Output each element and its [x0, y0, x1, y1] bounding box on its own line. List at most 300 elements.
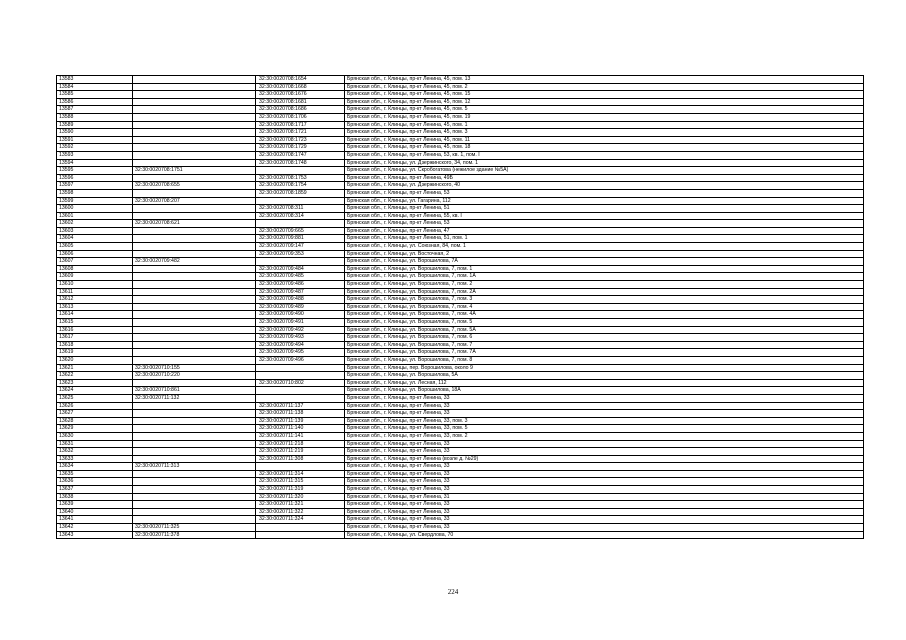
address-cell: Брянская обл., г. Клинцы, пр-кт Ленина, 33	[345, 486, 864, 494]
table-row	[57, 197, 864, 205]
row-number-cell: 13641	[57, 516, 133, 524]
row-number-cell: 13620	[57, 356, 133, 364]
building-cadastral-number-cell: 32:30:0020709:881	[256, 235, 345, 243]
address-cell: Брянская обл., г. Клинцы, пр-кт Ленина, 53	[345, 220, 864, 228]
building-cadastral-number-cell	[256, 258, 345, 266]
table-row	[57, 341, 864, 349]
address-cell: Брянская обл., г. Клинцы, ул. Лесная, 112	[345, 379, 864, 387]
table-row	[57, 258, 864, 266]
address-cell: Брянская обл., г. Клинцы, пр-кт Ленина, 33	[345, 402, 864, 410]
row-number-cell: 13623	[57, 379, 133, 387]
building-cadastral-number-cell: 32:30:0020708:311	[256, 205, 345, 213]
registry-table-body	[57, 76, 864, 539]
land-cadastral-number-cell	[133, 189, 256, 197]
building-cadastral-number-cell: 32:30:0020711:315	[256, 478, 345, 486]
row-number-cell: 13592	[57, 144, 133, 152]
address-cell: Брянская обл., г. Клинцы, ул. Ворошилова, 18А	[345, 387, 864, 395]
land-cadastral-number-cell: 32:30:0020711:132	[133, 394, 256, 402]
building-cadastral-number-cell: 32:30:0020709:485	[256, 273, 345, 281]
table-row	[57, 273, 864, 281]
address-cell: Брянская обл., г. Клинцы, пр-кт Ленина, 47	[345, 227, 864, 235]
land-cadastral-number-cell	[133, 516, 256, 524]
land-cadastral-number-cell	[133, 212, 256, 220]
land-cadastral-number-cell	[133, 205, 256, 213]
address-cell: Брянская обл., г. Клинцы, пр-кт Ленина, 45, пом. 5	[345, 106, 864, 114]
row-number-cell: 13630	[57, 432, 133, 440]
row-number-cell: 13614	[57, 311, 133, 319]
building-cadastral-number-cell: 32:30:0020709:493	[256, 334, 345, 342]
table-row	[57, 387, 864, 395]
land-cadastral-number-cell	[133, 129, 256, 137]
table-row	[57, 508, 864, 516]
address-cell: Брянская обл., г. Клинцы, пр-кт Ленина, 45, пом. 3	[345, 129, 864, 137]
building-cadastral-number-cell: 32:30:0020708:1753	[256, 174, 345, 182]
address-cell: Брянская обл., г. Клинцы, пр-кт Ленина, 33	[345, 524, 864, 532]
row-number-cell: 13589	[57, 121, 133, 129]
address-cell: Брянская обл., г. Клинцы, ул. Ворошилова, 7, пом. 1А	[345, 273, 864, 281]
row-number-cell: 13627	[57, 410, 133, 418]
land-cadastral-number-cell	[133, 106, 256, 114]
table-row	[57, 425, 864, 433]
row-number-cell: 13591	[57, 136, 133, 144]
table-row	[57, 98, 864, 106]
building-cadastral-number-cell: 32:30:0020709:489	[256, 303, 345, 311]
row-number-cell: 13628	[57, 417, 133, 425]
address-cell: Брянская обл., г. Клинцы, пр-кт Ленина, 45, пом. 11	[345, 136, 864, 144]
address-cell: Брянская обл., г. Клинцы, пр-кт Ленина, 45, пом. 1	[345, 121, 864, 129]
address-cell: Брянская обл., г. Клинцы, ул. Восточная, 2	[345, 250, 864, 258]
building-cadastral-number-cell: 32:30:0020711:139	[256, 417, 345, 425]
table-row	[57, 121, 864, 129]
table-row	[57, 235, 864, 243]
building-cadastral-number-cell: 32:30:0020708:1721	[256, 129, 345, 137]
row-number-cell: 13598	[57, 189, 133, 197]
land-cadastral-number-cell	[133, 136, 256, 144]
land-cadastral-number-cell	[133, 235, 256, 243]
building-cadastral-number-cell: 32:30:0020711:138	[256, 410, 345, 418]
address-cell: Брянская обл., г. Клинцы, пр-кт Ленина, 33, пом. 3	[345, 417, 864, 425]
building-cadastral-number-cell: 32:30:0020708:1668	[256, 83, 345, 91]
land-cadastral-number-cell	[133, 273, 256, 281]
row-number-cell: 13635	[57, 470, 133, 478]
land-cadastral-number-cell	[133, 410, 256, 418]
row-number-cell: 13638	[57, 493, 133, 501]
table-row	[57, 129, 864, 137]
building-cadastral-number-cell: 32:30:0020711:141	[256, 432, 345, 440]
address-cell: Брянская обл., г. Клинцы, пр-кт Ленина, 33	[345, 410, 864, 418]
land-cadastral-number-cell	[133, 311, 256, 319]
row-number-cell: 13619	[57, 349, 133, 357]
building-cadastral-number-cell: 32:30:0020709:490	[256, 311, 345, 319]
land-cadastral-number-cell: 32:30:0020711:313	[133, 463, 256, 471]
row-number-cell: 13634	[57, 463, 133, 471]
address-cell: Брянская обл., г. Клинцы, пр-кт Ленина, 51, пом. 1	[345, 235, 864, 243]
land-cadastral-number-cell: 32:30:0020708:1751	[133, 167, 256, 175]
table-row	[57, 516, 864, 524]
address-cell: Брянская обл., г. Клинцы, пр-кт Ленина, 53	[345, 189, 864, 197]
table-row	[57, 113, 864, 121]
land-cadastral-number-cell	[133, 174, 256, 182]
land-cadastral-number-cell	[133, 508, 256, 516]
land-cadastral-number-cell	[133, 296, 256, 304]
building-cadastral-number-cell: 32:30:0020709:495	[256, 349, 345, 357]
row-number-cell: 13595	[57, 167, 133, 175]
address-cell: Брянская обл., г. Клинцы, ул. Ворошилова, 7, пом. 3	[345, 296, 864, 304]
page-number: 224	[447, 588, 459, 596]
table-row	[57, 296, 864, 304]
table-row	[57, 478, 864, 486]
address-cell: Брянская обл., г. Клинцы, ул. Дзержинского, 34, пом. 1	[345, 159, 864, 167]
address-cell: Брянская обл., г. Клинцы, ул. Ворошилова, 7, пом. 6	[345, 334, 864, 342]
table-row	[57, 501, 864, 509]
address-cell: Брянская обл., г. Клинцы, ул. Ворошилова, 7, пом. 4	[345, 303, 864, 311]
row-number-cell: 13616	[57, 326, 133, 334]
address-cell: Брянская обл., г. Клинцы, ул. Ворошилова, 7, пом. 8	[345, 356, 864, 364]
address-cell: Брянская обл., г. Клинцы, пр-кт Ленина, 51	[345, 205, 864, 213]
land-cadastral-number-cell	[133, 265, 256, 273]
land-cadastral-number-cell: 32:30:0020708:207	[133, 197, 256, 205]
building-cadastral-number-cell	[256, 524, 345, 532]
address-cell: Брянская обл., г. Клинцы, пр-кт Ленина, 45, пом. 19	[345, 113, 864, 121]
table-row	[57, 220, 864, 228]
land-cadastral-number-cell	[133, 470, 256, 478]
row-number-cell: 13600	[57, 205, 133, 213]
address-cell: Брянская обл., г. Клинцы, пр-кт Ленина, 49Б	[345, 174, 864, 182]
address-cell: Брянская обл., г. Клинцы, пр-кт Ленина, 33	[345, 516, 864, 524]
address-cell: Брянская обл., г. Клинцы, пр-кт Ленина, 33, пом. 5	[345, 425, 864, 433]
building-cadastral-number-cell: 32:30:0020709:484	[256, 265, 345, 273]
row-number-cell: 13602	[57, 220, 133, 228]
row-number-cell: 13596	[57, 174, 133, 182]
land-cadastral-number-cell	[133, 76, 256, 84]
table-row	[57, 227, 864, 235]
row-number-cell: 13608	[57, 265, 133, 273]
land-cadastral-number-cell	[133, 281, 256, 289]
building-cadastral-number-cell: 32:30:0020709:496	[256, 356, 345, 364]
building-cadastral-number-cell	[256, 372, 345, 380]
address-cell: Брянская обл., г. Клинцы, ул. Ворошилова, 7, пом. 7А	[345, 349, 864, 357]
land-cadastral-number-cell	[133, 98, 256, 106]
building-cadastral-number-cell	[256, 364, 345, 372]
land-cadastral-number-cell	[133, 486, 256, 494]
row-number-cell: 13606	[57, 250, 133, 258]
row-number-cell: 13629	[57, 425, 133, 433]
table-row	[57, 448, 864, 456]
building-cadastral-number-cell	[256, 167, 345, 175]
row-number-cell: 13586	[57, 98, 133, 106]
land-cadastral-number-cell	[133, 417, 256, 425]
row-number-cell: 13618	[57, 341, 133, 349]
land-cadastral-number-cell	[133, 243, 256, 251]
building-cadastral-number-cell	[256, 197, 345, 205]
table-row	[57, 394, 864, 402]
table-row	[57, 364, 864, 372]
building-cadastral-number-cell: 32:30:0020708:1729	[256, 144, 345, 152]
building-cadastral-number-cell: 32:30:0020711:219	[256, 448, 345, 456]
row-number-cell: 13609	[57, 273, 133, 281]
table-row	[57, 250, 864, 258]
table-row	[57, 463, 864, 471]
land-cadastral-number-cell	[133, 425, 256, 433]
row-number-cell: 13601	[57, 212, 133, 220]
row-number-cell: 13625	[57, 394, 133, 402]
building-cadastral-number-cell: 32:30:0020709:487	[256, 288, 345, 296]
land-cadastral-number-cell: 32:30:0020708:655	[133, 182, 256, 190]
row-number-cell: 13603	[57, 227, 133, 235]
table-row	[57, 410, 864, 418]
row-number-cell: 13584	[57, 83, 133, 91]
address-cell: Брянская обл., г. Клинцы, пр-кт Ленина, 31	[345, 493, 864, 501]
building-cadastral-number-cell	[256, 220, 345, 228]
table-row	[57, 432, 864, 440]
land-cadastral-number-cell: 32:30:0020710:861	[133, 387, 256, 395]
table-row	[57, 524, 864, 532]
building-cadastral-number-cell: 32:30:0020711:218	[256, 440, 345, 448]
address-cell: Брянская обл., г. Клинцы, ул. Ворошилова, 7, пом. 1	[345, 265, 864, 273]
table-row	[57, 106, 864, 114]
row-number-cell: 13590	[57, 129, 133, 137]
row-number-cell: 13587	[57, 106, 133, 114]
row-number-cell: 13597	[57, 182, 133, 190]
building-cadastral-number-cell: 32:30:0020708:1754	[256, 182, 345, 190]
row-number-cell: 13599	[57, 197, 133, 205]
building-cadastral-number-cell	[256, 463, 345, 471]
row-number-cell: 13643	[57, 531, 133, 539]
address-cell: Брянская обл., г. Клинцы, пр-кт Ленина, 33	[345, 501, 864, 509]
building-cadastral-number-cell: 32:30:0020709:486	[256, 281, 345, 289]
table-row	[57, 144, 864, 152]
land-cadastral-number-cell	[133, 341, 256, 349]
land-cadastral-number-cell: 32:30:0020709:482	[133, 258, 256, 266]
land-cadastral-number-cell	[133, 432, 256, 440]
table-row	[57, 212, 864, 220]
table-row	[57, 356, 864, 364]
address-cell: Брянская обл., г. Клинцы, пр-кт Ленина, 33	[345, 448, 864, 456]
address-cell: Брянская обл., г. Клинцы, ул. Ворошилова, 5А	[345, 372, 864, 380]
table-row	[57, 303, 864, 311]
row-number-cell: 13637	[57, 486, 133, 494]
table-row	[57, 334, 864, 342]
table-row	[57, 265, 864, 273]
land-cadastral-number-cell	[133, 227, 256, 235]
building-cadastral-number-cell: 32:30:0020709:494	[256, 341, 345, 349]
table-row	[57, 136, 864, 144]
land-cadastral-number-cell: 32:30:0020710:155	[133, 364, 256, 372]
address-cell: Брянская обл., г. Клинцы, пр-кт Ленина, 53, кв. 1, пом. I	[345, 151, 864, 159]
table-row	[57, 189, 864, 197]
land-cadastral-number-cell	[133, 493, 256, 501]
building-cadastral-number-cell: 32:30:0020708:1747	[256, 151, 345, 159]
table-row	[57, 486, 864, 494]
table-row	[57, 174, 864, 182]
address-cell: Брянская обл., г. Клинцы, ул. Ворошилова, 7, пом. 7	[345, 341, 864, 349]
building-cadastral-number-cell: 32:30:0020711:319	[256, 486, 345, 494]
building-cadastral-number-cell: 32:30:0020711:140	[256, 425, 345, 433]
building-cadastral-number-cell: 32:30:0020708:1654	[256, 76, 345, 84]
table-row	[57, 455, 864, 463]
land-cadastral-number-cell	[133, 319, 256, 327]
building-cadastral-number-cell: 32:30:0020709:492	[256, 326, 345, 334]
table-row	[57, 372, 864, 380]
table-row	[57, 440, 864, 448]
building-cadastral-number-cell: 32:30:0020708:314	[256, 212, 345, 220]
building-cadastral-number-cell: 32:30:0020708:1686	[256, 106, 345, 114]
address-cell: Брянская обл., г. Клинцы, пр-кт Ленина (возле д. №29)	[345, 455, 864, 463]
table-row	[57, 167, 864, 175]
building-cadastral-number-cell: 32:30:0020711:322	[256, 508, 345, 516]
row-number-cell: 13621	[57, 364, 133, 372]
building-cadastral-number-cell: 32:30:0020711:308	[256, 455, 345, 463]
table-row	[57, 288, 864, 296]
land-cadastral-number-cell: 32:30:0020711:378	[133, 531, 256, 539]
row-number-cell: 13624	[57, 387, 133, 395]
land-cadastral-number-cell	[133, 303, 256, 311]
table-row	[57, 159, 864, 167]
address-cell: Брянская обл., г. Клинцы, пр-кт Ленина, 45, пом. 15	[345, 91, 864, 99]
row-number-cell: 13640	[57, 508, 133, 516]
land-cadastral-number-cell	[133, 349, 256, 357]
building-cadastral-number-cell: 32:30:0020708:1681	[256, 98, 345, 106]
land-cadastral-number-cell	[133, 478, 256, 486]
address-cell: Брянская обл., г. Клинцы, ул. Ворошилова, 7, пом. 5А	[345, 326, 864, 334]
row-number-cell: 13631	[57, 440, 133, 448]
building-cadastral-number-cell: 32:30:0020710:802	[256, 379, 345, 387]
building-cadastral-number-cell	[256, 387, 345, 395]
building-cadastral-number-cell: 32:30:0020709:665	[256, 227, 345, 235]
address-cell: Брянская обл., г. Клинцы, ул. Ворошилова, 7, пом. 2А	[345, 288, 864, 296]
table-row	[57, 319, 864, 327]
building-cadastral-number-cell: 32:30:0020709:147	[256, 243, 345, 251]
land-cadastral-number-cell	[133, 326, 256, 334]
table-row	[57, 402, 864, 410]
address-cell: Брянская обл., г. Клинцы, пр-кт Ленина, 55, кв. I	[345, 212, 864, 220]
building-cadastral-number-cell: 32:30:0020709:491	[256, 319, 345, 327]
address-cell: Брянская обл., г. Клинцы, пр-кт Ленина, 33	[345, 394, 864, 402]
row-number-cell: 13593	[57, 151, 133, 159]
building-cadastral-number-cell: 32:30:0020708:1859	[256, 189, 345, 197]
address-cell: Брянская обл., г. Клинцы, ул. Свердлова, 70	[345, 531, 864, 539]
table-row	[57, 531, 864, 539]
building-cadastral-number-cell: 32:30:0020709:488	[256, 296, 345, 304]
building-cadastral-number-cell: 32:30:0020708:1723	[256, 136, 345, 144]
address-cell: Брянская обл., г. Клинцы, пр-кт Ленина, 45, пом. 2	[345, 83, 864, 91]
table-row	[57, 311, 864, 319]
table-row	[57, 417, 864, 425]
building-cadastral-number-cell: 32:30:0020709:353	[256, 250, 345, 258]
building-cadastral-number-cell: 32:30:0020711:324	[256, 516, 345, 524]
address-cell: Брянская обл., г. Клинцы, ул. Ворошилова, 7, пом. 5	[345, 319, 864, 327]
building-cadastral-number-cell: 32:30:0020711:321	[256, 501, 345, 509]
row-number-cell: 13612	[57, 296, 133, 304]
row-number-cell: 13594	[57, 159, 133, 167]
building-cadastral-number-cell: 32:30:0020708:1706	[256, 113, 345, 121]
land-cadastral-number-cell	[133, 455, 256, 463]
registry-table	[56, 75, 864, 539]
row-number-cell: 13607	[57, 258, 133, 266]
address-cell: Брянская обл., г. Клинцы, пр-кт Ленина, 45, пом. 13	[345, 76, 864, 84]
address-cell: Брянская обл., г. Клинцы, пер. Ворошилова, около 9	[345, 364, 864, 372]
land-cadastral-number-cell	[133, 91, 256, 99]
row-number-cell: 13639	[57, 501, 133, 509]
table-row	[57, 326, 864, 334]
building-cadastral-number-cell	[256, 531, 345, 539]
land-cadastral-number-cell: 32:30:0020708:621	[133, 220, 256, 228]
table-row	[57, 151, 864, 159]
address-cell: Брянская обл., г. Клинцы, ул. Дзержинского, 40	[345, 182, 864, 190]
land-cadastral-number-cell	[133, 379, 256, 387]
table-row	[57, 470, 864, 478]
row-number-cell: 13610	[57, 281, 133, 289]
row-number-cell: 13626	[57, 402, 133, 410]
table-row	[57, 76, 864, 84]
address-cell: Брянская обл., г. Клинцы, ул. Союзная, 84, пом. 1	[345, 243, 864, 251]
land-cadastral-number-cell	[133, 501, 256, 509]
table-row	[57, 205, 864, 213]
row-number-cell: 13604	[57, 235, 133, 243]
land-cadastral-number-cell	[133, 121, 256, 129]
row-number-cell: 13632	[57, 448, 133, 456]
building-cadastral-number-cell: 32:30:0020711:320	[256, 493, 345, 501]
row-number-cell: 13588	[57, 113, 133, 121]
row-number-cell: 13636	[57, 478, 133, 486]
land-cadastral-number-cell	[133, 448, 256, 456]
row-number-cell: 13613	[57, 303, 133, 311]
address-cell: Брянская обл., г. Клинцы, ул. Скробогатова (нежилое здание №5А)	[345, 167, 864, 175]
building-cadastral-number-cell	[256, 394, 345, 402]
table-row	[57, 83, 864, 91]
building-cadastral-number-cell: 32:30:0020708:1676	[256, 91, 345, 99]
land-cadastral-number-cell	[133, 402, 256, 410]
address-cell: Брянская обл., г. Клинцы, пр-кт Ленина, 33	[345, 508, 864, 516]
address-cell: Брянская обл., г. Клинцы, пр-кт Ленина, 45, пом. 18	[345, 144, 864, 152]
row-number-cell: 13633	[57, 455, 133, 463]
land-cadastral-number-cell	[133, 334, 256, 342]
land-cadastral-number-cell	[133, 440, 256, 448]
land-cadastral-number-cell	[133, 144, 256, 152]
address-cell: Брянская обл., г. Клинцы, пр-кт Ленина, 33, пом. 2	[345, 432, 864, 440]
table-row	[57, 182, 864, 190]
building-cadastral-number-cell: 32:30:0020711:314	[256, 470, 345, 478]
land-cadastral-number-cell	[133, 288, 256, 296]
row-number-cell: 13622	[57, 372, 133, 380]
table-row	[57, 281, 864, 289]
address-cell: Брянская обл., г. Клинцы, пр-кт Ленина, 45, пом. 12	[345, 98, 864, 106]
row-number-cell: 13617	[57, 334, 133, 342]
row-number-cell: 13583	[57, 76, 133, 84]
row-number-cell: 13615	[57, 319, 133, 327]
address-cell: Брянская обл., г. Клинцы, пр-кт Ленина, 33	[345, 470, 864, 478]
building-cadastral-number-cell: 32:30:0020708:1748	[256, 159, 345, 167]
address-cell: Брянская обл., г. Клинцы, ул. Гагарина, 112	[345, 197, 864, 205]
row-number-cell: 13605	[57, 243, 133, 251]
address-cell: Брянская обл., г. Клинцы, пр-кт Ленина, 33	[345, 478, 864, 486]
address-cell: Брянская обл., г. Клинцы, пр-кт Ленина, 33	[345, 440, 864, 448]
table-row	[57, 379, 864, 387]
address-cell: Брянская обл., г. Клинцы, пр-кт Ленина, 33	[345, 463, 864, 471]
land-cadastral-number-cell	[133, 159, 256, 167]
land-cadastral-number-cell	[133, 250, 256, 258]
table-row	[57, 349, 864, 357]
land-cadastral-number-cell	[133, 151, 256, 159]
table-row	[57, 91, 864, 99]
land-cadastral-number-cell: 32:30:0020710:220	[133, 372, 256, 380]
land-cadastral-number-cell	[133, 83, 256, 91]
address-cell: Брянская обл., г. Клинцы, ул. Ворошилова, 7А	[345, 258, 864, 266]
address-cell: Брянская обл., г. Клинцы, ул. Ворошилова, 7, пом. 4А	[345, 311, 864, 319]
land-cadastral-number-cell	[133, 356, 256, 364]
row-number-cell: 13585	[57, 91, 133, 99]
building-cadastral-number-cell: 32:30:0020711:137	[256, 402, 345, 410]
